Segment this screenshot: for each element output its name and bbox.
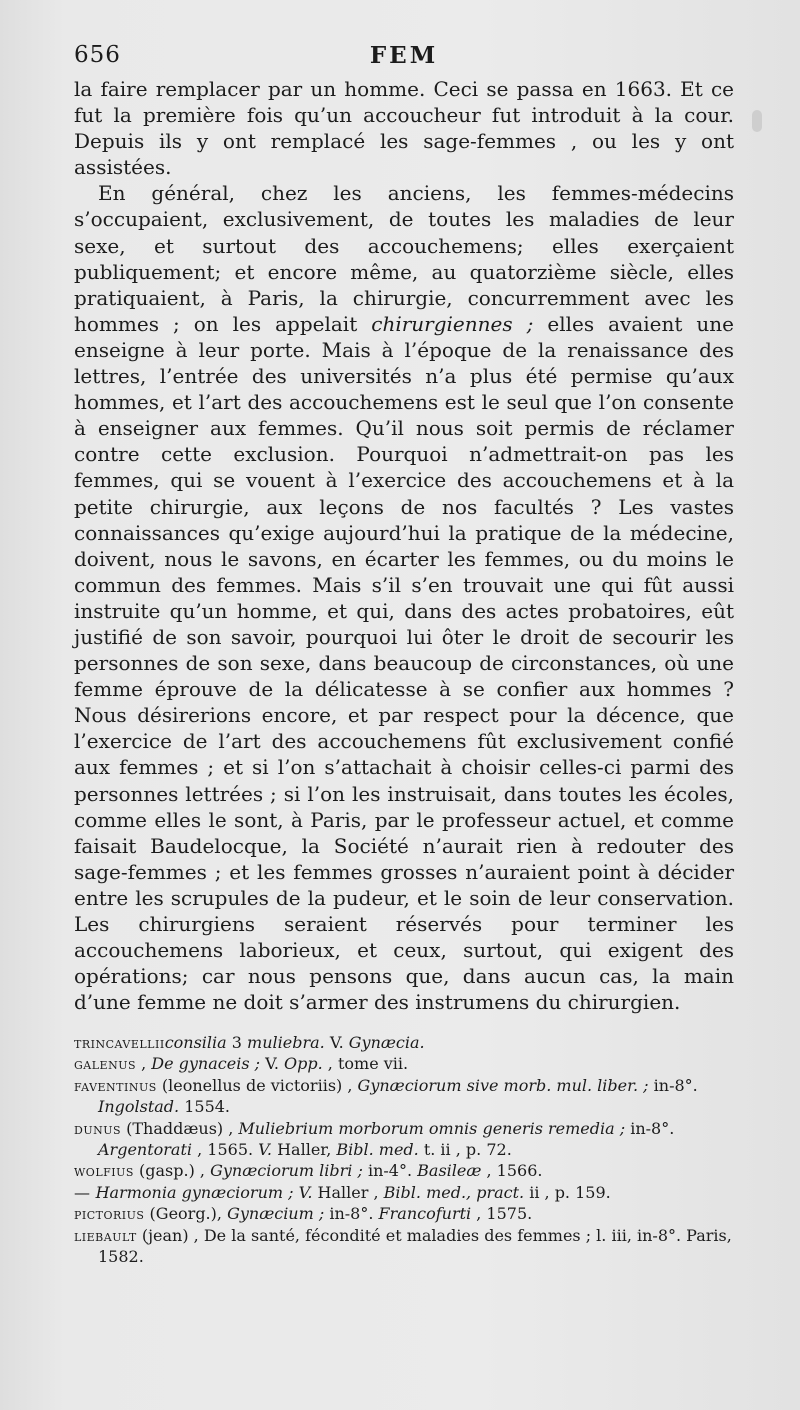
page-number: 656 [74, 42, 121, 68]
body-text [74, 76, 734, 1015]
paragraph-2-part-a: En général, chez les anciens, les femmes-médecins s’occupaient, exclusivement, de toutes les maladies de leur sexe, et surtout des accouchemens; elles exerçaient publiquement; et encore même, au quatorzième siècle, elles pratiquaient, à Paris, la chirurgie, concurremment avec les hommes ; on les appelait [74, 181, 734, 336]
bibliography-text: t. ii , p. 72. [418, 1140, 512, 1160]
paragraph-2-part-b: elles avaient une enseigne à leur porte. Mais à l’époque de la renaissance des lettres, l’entrée des universités n’a plus été permise qu’aux hommes, et l’art des accouchemens est le seul que l’on consente à enseigner aux femmes. Qu’il nous soit permis de réclamer contre cette exclusion. Pourquoi n’admettrait-on pas les femmes, qui se vouent à l’exercice des accouchemens et à la petite chirurgie, aux leçons de nos facultés ? Les vastes connaissances qu’exige aujourd’hui la pratique de la médecine, doivent, nous le savons, en écarter les femmes, ou du moins le commun des femmes. Mais s’il s’en trouvait une qui fût aussi instruite qu’un homme, et qui, dans des actes probatoires, eût justifié de son savoir, pourquoi lui ôter le droit de secourir les personnes de son sexe, dans beaucoup de circonstances, où une femme éprouve de la délicatesse à se confier aux hommes ? Nous désirerions encore, et par respect pour la décence, que l’exercice de l’art des accouchemens fût exclusivement confié aux femmes ; et si l’on s’attachait à choisir celles-ci parmi des personnes lettrées ; si l’on les instruisait, dans toutes les écoles, comme elles le sont, à Paris, par le professeur actuel, et comme faisait Baudelocque, la Société n’aurait rien à redouter des sage-femmes ; et les femmes grosses n’auraient point à décider entre les scrupules de la pudeur, et le soin de leur conservation. Les chirurgiens seraient réservés pour terminer les accouchemens laborieux, et ceux, surtout, qui exigent des opérations; car nous pensons que, dans aucun cas, la main d’une femme ne doit s’armer des instrumens du chirurgien. [74, 311, 735, 1015]
running-head: FEM [369, 42, 439, 69]
bibliography-title: Argentorati [98, 1140, 193, 1160]
bibliography-text: , [136, 1054, 152, 1074]
bibliography-text: (Georg.), [144, 1204, 228, 1224]
bibliography-title: Francofurti [378, 1204, 472, 1224]
bibliography-title: Bibl. med. [336, 1140, 419, 1160]
bibliography-author: liebault [74, 1225, 137, 1245]
bibliography-text: 1554. [179, 1097, 231, 1117]
bibliography-title: Basileæ [417, 1161, 482, 1181]
bibliography-title: consilia [164, 1033, 227, 1052]
bibliography-entry [74, 1225, 740, 1268]
bibliography-title: Bibl. med., pract. [383, 1182, 525, 1202]
bibliography-title: Gynæcia. [348, 1033, 425, 1052]
bibliography-text: (Thaddæus) , [121, 1118, 239, 1138]
bibliography-author: wolfius [74, 1161, 134, 1181]
paragraph-2 [74, 180, 734, 1015]
bibliography-text: (leonellus de victoriis) , [156, 1075, 358, 1095]
bibliography-text: , 1566. [481, 1161, 543, 1181]
paragraph-1: la faire remplacer par un homme. Ceci se passa en 1663. Et ce fut la première fois qu’un accoucheur fut introduit à la cour. Depuis ils y ont remplacé les sage-femmes , ou les y ont assistées. [74, 77, 734, 180]
bibliography-title: Harmonia gynæciorum ; [95, 1182, 294, 1202]
bibliography-title: Gynæciorum libri ; [210, 1161, 363, 1181]
page-edge-stain [752, 110, 762, 132]
bibliography-text: , 1575. [471, 1204, 533, 1224]
paragraph-2-emphasis: chirurgiennes ; [371, 311, 534, 336]
bibliography-entry [74, 1203, 740, 1224]
bibliography-text: (jean) , De la santé, fécondité et maladies des femmes ; l. iii, in-8°. Paris, 1582. [98, 1225, 732, 1267]
bibliography-notes [74, 1032, 740, 1267]
bibliography-text: V. [260, 1054, 285, 1074]
bibliography-author: — [74, 1182, 91, 1202]
bibliography-text: (gasp.) , [133, 1161, 211, 1181]
bibliography-entry [74, 1075, 740, 1118]
bibliography-entry [74, 1182, 740, 1203]
bibliography-title: Opp. [284, 1054, 323, 1074]
bibliography-text: in-8°. [625, 1118, 675, 1138]
bibliography-text: in-8°. [648, 1075, 698, 1095]
bibliography-title: De gynaceis ; [151, 1054, 261, 1074]
bibliography-text: , tome vii. [322, 1054, 409, 1074]
bibliography-entry [74, 1118, 740, 1161]
bibliography-entry [74, 1032, 740, 1053]
bibliography-text: in-8°. [324, 1204, 379, 1224]
bibliography-text: Haller, [272, 1140, 337, 1160]
bibliography-text: , 1565. [192, 1140, 259, 1160]
bibliography-entry [74, 1053, 740, 1074]
bibliography-author: galenus [74, 1054, 136, 1074]
bibliography-author: faventinus [74, 1075, 157, 1095]
bibliography-author: pictorius [74, 1204, 145, 1224]
bibliography-title: Ingolstad. [98, 1097, 180, 1117]
bibliography-text: V. [324, 1033, 349, 1052]
bibliography-entry [74, 1160, 740, 1181]
bibliography-title: Gynæcium ; [227, 1204, 325, 1224]
bibliography-title: Muliebrium morborum omnis generis remedia ; [238, 1118, 626, 1138]
bibliography-text: 3 [226, 1033, 248, 1052]
bibliography-title: V. [258, 1140, 273, 1160]
bibliography-text: in-4°. [362, 1161, 418, 1181]
bibliography-title: V. [298, 1182, 313, 1202]
bibliography-title: muliebra. [247, 1033, 325, 1052]
page-header [74, 42, 734, 76]
bibliography-author: trincavellii [74, 1033, 165, 1052]
bibliography-text: Haller , [312, 1182, 384, 1202]
bibliography-title: Gynæciorum sive morb. mul. liber. ; [357, 1075, 649, 1095]
bibliography-author: dunus [74, 1118, 122, 1138]
bibliography-text: ii , p. 159. [524, 1182, 611, 1202]
